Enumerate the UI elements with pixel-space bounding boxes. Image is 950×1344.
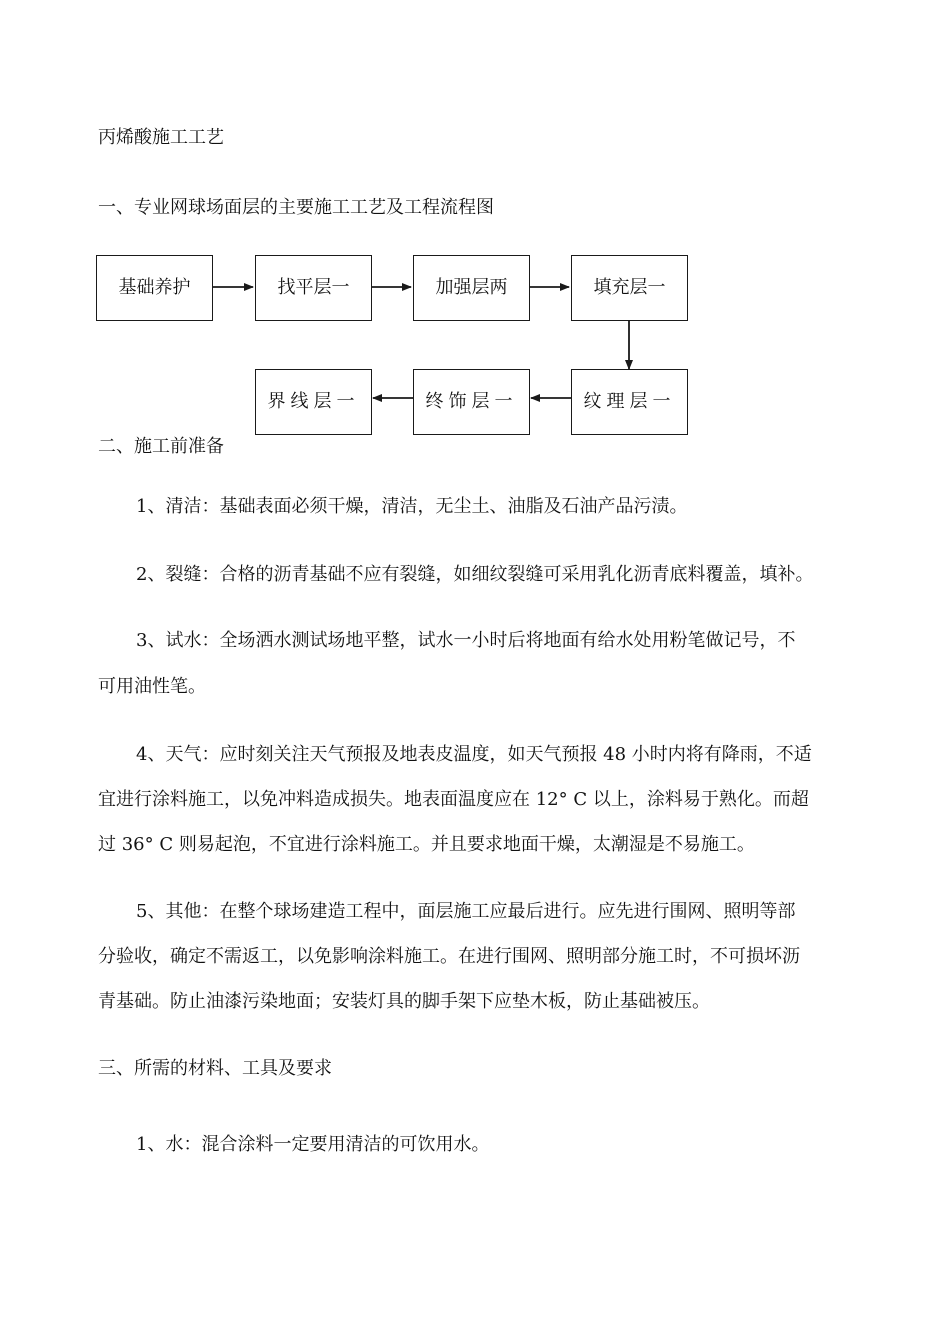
paragraph-line: 可用油性笔。: [98, 676, 206, 697]
flow-step-1: 基础养护: [96, 255, 213, 321]
flow-step-6: 终饰层一: [413, 369, 530, 435]
flow-step-2: 找平层一: [255, 255, 372, 321]
flow-step-7: 界线层一: [255, 369, 372, 435]
paragraph-line: 1、清洁：基础表面必须干燥，清洁，无尘土、油脂及石油产品污渍。: [136, 496, 688, 517]
paragraph-line: 4、天气：应时刻关注天气预报及地表皮温度，如天气预报 48 小时内将有降雨，不适: [136, 744, 812, 765]
paragraph-line: 2、裂缝：合格的沥青基础不应有裂缝，如细纹裂缝可采用乳化沥青底料覆盖，填补。: [136, 564, 814, 585]
flow-step-4: 填充层一: [571, 255, 688, 321]
flow-step-5: 纹理层一: [571, 369, 688, 435]
section-heading-1: 一、专业网球场面层的主要施工工艺及工程流程图: [98, 197, 494, 218]
section-heading-3: 三、所需的材料、工具及要求: [98, 1058, 332, 1079]
paragraph-line: 宜进行涂料施工，以免冲料造成损失。地表面温度应在 12° C 以上，涂料易于熟化。而超: [98, 789, 809, 810]
section-heading-2: 二、施工前准备: [98, 436, 224, 457]
paragraph-line: 3、试水：全场洒水测试场地平整，试水一小时后将地面有给水处用粉笔做记号，不: [136, 630, 796, 651]
document-title: 丙烯酸施工工艺: [98, 127, 224, 148]
flow-step-3: 加强层两: [413, 255, 530, 321]
paragraph-line: 1、水：混合涂料一定要用清洁的可饮用水。: [136, 1134, 490, 1155]
paragraph-line: 5、其他：在整个球场建造工程中，面层施工应最后进行。应先进行围网、照明等部: [136, 901, 796, 922]
paragraph-line: 青基础。防止油漆污染地面；安装灯具的脚手架下应垫木板，防止基础被压。: [98, 991, 710, 1012]
paragraph-line: 过 36° C 则易起泡，不宜进行涂料施工。并且要求地面干燥，太潮湿是不易施工。: [98, 834, 755, 855]
paragraph-line: 分验收，确定不需返工，以免影响涂料施工。在进行围网、照明部分施工时，不可损坏沥: [98, 946, 800, 967]
